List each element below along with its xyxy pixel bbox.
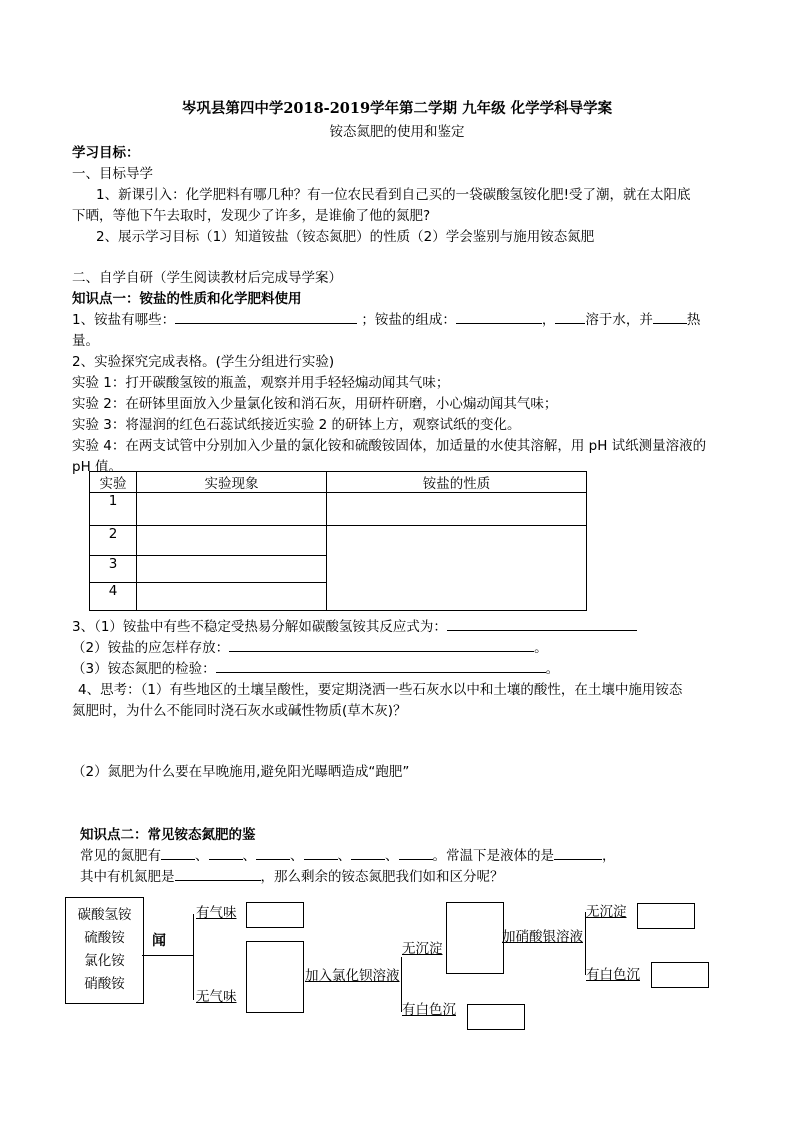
section-self-study: 二、自学自研（学生阅读教材后完成导学案） — [72, 270, 342, 286]
q3-3-label: （3）铵态氮肥的检验： — [72, 661, 216, 677]
samples-box — [65, 897, 144, 1004]
table-header: 铵盐的性质 — [327, 472, 587, 493]
no-precipitate-label: 无沉淀 — [402, 941, 443, 957]
kp2-line-1 — [80, 844, 616, 864]
connector-line — [193, 914, 194, 1000]
page-subtitle: 铵态氮肥的使用和鉴定 — [329, 124, 465, 140]
answer-blank[interactable] — [554, 846, 602, 860]
no-precipitate-label-2: 无沉淀 — [586, 904, 627, 920]
answer-blank[interactable] — [555, 310, 585, 324]
answer-blank[interactable] — [256, 846, 290, 860]
separator: 、 — [195, 848, 209, 864]
white-precipitate-label-2: 有白色沉 — [586, 967, 640, 983]
table-row-number: 1 — [90, 493, 137, 526]
section-goal-guide: 一、目标导学 — [72, 166, 153, 182]
experiment-4-line-2: pH 值。 — [72, 459, 123, 475]
sample-name: 硫酸铵 — [84, 930, 125, 946]
table-row-number: 3 — [90, 556, 137, 583]
intro-line-1: 1、新课引入：化学肥料有哪几种？有一位农民看到自己买的一袋碳酸氢铵化肥!受了潮，就在太阳底 — [96, 187, 691, 203]
kp2-line-2 — [80, 865, 504, 885]
add-bacl2-label: 加入氯化钡溶液 — [305, 968, 400, 984]
connector-line — [142, 955, 193, 956]
kp2-label: ，那么剩余的铵态氮肥我们如和区分呢？ — [260, 869, 504, 885]
q1-label-d: 溶于水，并 — [585, 312, 653, 328]
question-4-line-2: 氮肥时，为什么不能同时浇石灰水或碱性物质(草木灰)？ — [72, 703, 407, 719]
table-header: 实验 — [90, 472, 137, 493]
answer-blank[interactable] — [399, 846, 433, 860]
knowledge-point-1: 知识点一：铵盐的性质和化学肥料使用 — [72, 291, 302, 307]
q1-label-b: ；铵盐的组成： — [361, 312, 456, 328]
period: 。 — [545, 661, 560, 677]
answer-box[interactable] — [446, 902, 504, 974]
sample-name: 碳酸氢铵 — [77, 907, 132, 923]
answer-box[interactable] — [467, 1004, 525, 1030]
sample-name: 氯化铵 — [84, 953, 125, 969]
answer-blank[interactable] — [456, 310, 542, 324]
question-3-2 — [72, 636, 548, 656]
table-cell[interactable] — [137, 556, 327, 583]
kp2-label: 常见的氮肥有 — [80, 848, 161, 864]
experiment-3: 实验 3：将湿润的红色石蕊试纸接近实验 2 的研钵上方，观察试纸的变化。 — [72, 417, 521, 433]
question-1 — [72, 308, 700, 328]
smell-label: 闻 — [152, 933, 166, 949]
answer-blank[interactable] — [216, 659, 546, 673]
table-row-number: 2 — [90, 526, 137, 556]
answer-box[interactable] — [246, 902, 304, 928]
knowledge-point-2: 知识点二：常见铵态氮肥的鉴 — [80, 827, 256, 843]
q1-label-a: 1、铵盐有哪些： — [72, 312, 176, 328]
table-row-number: 4 — [90, 583, 137, 611]
table-cell[interactable] — [327, 526, 587, 611]
kp2-label: 。常温下是液体的是 — [432, 848, 554, 864]
has-odor-label: 有气味 — [196, 905, 237, 921]
kp2-label: ， — [602, 848, 616, 864]
add-agno3-label: 加硝酸银溶液 — [502, 929, 583, 945]
question-3-3 — [72, 657, 559, 677]
kp2-label: 其中有机氮肥是 — [80, 869, 175, 885]
experiment-table — [89, 471, 587, 611]
separator: 、 — [290, 848, 304, 864]
intro-line-2: 下晒，等他下午去取时，发现少了许多，是谁偷了他的氮肥? — [72, 208, 431, 224]
question-2: 2、实验探究完成表格。(学生分组进行实验) — [72, 354, 335, 370]
answer-blank[interactable] — [229, 638, 534, 652]
separator: 、 — [385, 848, 399, 864]
answer-blank[interactable] — [161, 846, 195, 860]
answer-blank[interactable] — [304, 846, 338, 860]
q1-label-e: 热 — [686, 312, 701, 328]
sample-name: 硝酸铵 — [84, 976, 125, 992]
answer-blank[interactable] — [447, 617, 637, 631]
page-title: 岑巩县第四中学2018-2019学年第二学期 九年级 化学学科导学案 — [181, 100, 613, 117]
answer-box[interactable] — [246, 941, 304, 1013]
answer-blank[interactable] — [653, 310, 687, 324]
experiment-2: 实验 2：在研钵里面放入少量氯化铵和消石灰，用研杵研磨，小心煽动闻其气味； — [72, 396, 558, 412]
answer-box[interactable] — [651, 962, 709, 988]
experiment-1: 实验 1：打开碳酸氢铵的瓶盖，观察并用手轻轻煽动闻其气味； — [72, 375, 450, 391]
question-4-2: （2）氮肥为什么要在早晚施用,避免阳光曝晒造成“跑肥” — [72, 764, 410, 780]
answer-blank[interactable] — [175, 867, 261, 881]
table-cell[interactable] — [137, 583, 327, 611]
white-precipitate-label: 有白色沉 — [402, 1002, 456, 1018]
table-header: 实验现象 — [137, 472, 327, 493]
answer-blank[interactable] — [175, 310, 357, 324]
answer-box[interactable] — [637, 903, 695, 929]
no-odor-label: 无气味 — [196, 989, 237, 1005]
goals-heading: 学习目标： — [72, 145, 140, 161]
table-cell[interactable] — [137, 526, 327, 556]
answer-blank[interactable] — [351, 846, 385, 860]
experiment-4-line-1: 实验 4：在两支试管中分别加入少量的氯化铵和硫酸铵固体，加适量的水使其溶解，用 pH 试纸测量溶液的 — [72, 438, 707, 454]
answer-blank[interactable] — [209, 846, 243, 860]
separator: 、 — [337, 848, 351, 864]
q1-label-c: ， — [541, 312, 556, 328]
separator: 、 — [242, 848, 256, 864]
question-4-line-1: 4、思考：（1）有些地区的土壤呈酸性，要定期浇洒一些石灰水以中和土壤的酸性，在土壤中施用铵态 — [78, 682, 683, 698]
table-cell[interactable] — [137, 493, 327, 526]
table-cell[interactable] — [327, 493, 587, 526]
q1-tail: 量。 — [72, 333, 99, 349]
question-3 — [72, 615, 637, 635]
q3-2-label: （2）铵盐的应怎样存放： — [72, 640, 230, 656]
period: 。 — [534, 640, 548, 656]
goals-show: 2、展示学习目标（1）知道铵盐（铵态氮肥）的性质（2）学会鉴别与施用铵态氮肥 — [96, 229, 595, 245]
q3-label: 3、（1）铵盐中有些不稳定受热易分解如碳酸氢铵其反应式为： — [72, 619, 447, 635]
